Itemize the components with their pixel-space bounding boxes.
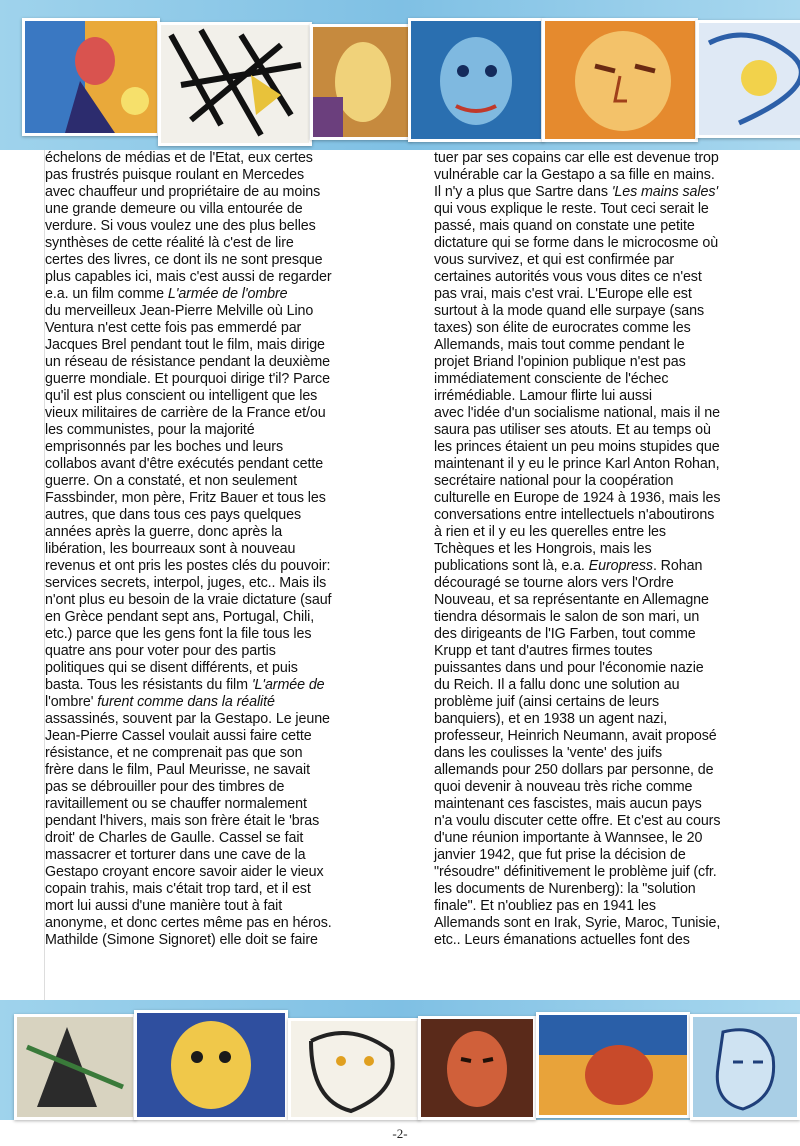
text-line: Mathilde (Simone Signoret) elle doit se faire: [45, 932, 318, 948]
text-line: certes des livres, ce dont ils ne sont presque: [45, 252, 323, 268]
text-line: taxes) son élite de eurocrates comme les: [434, 320, 691, 336]
text-line: les communistes, pour la majorité: [45, 422, 255, 438]
text-line: Ventura n'est cette fois pas emmerdé par: [45, 320, 302, 336]
text-line: du merveilleux Jean-Pierre Melville où Lino: [45, 303, 314, 319]
text-line: résistance, et ne comprenait pas que son: [45, 745, 303, 761]
text-line: etc.. Leurs émanations actuelles font des: [434, 932, 690, 948]
painting-red-face: [418, 1016, 536, 1120]
text-line: avec l'idée d'un socialisme national, mais il ne: [434, 405, 720, 421]
text-line: quoi devenir à nouveau très riche comme: [434, 779, 693, 795]
text-line: découragé se tourne alors vers l'Ordre: [434, 575, 674, 591]
text-line: vous survivez, et qui est confirmée par: [434, 252, 675, 268]
painting-blonde-face: [310, 24, 412, 140]
text-line: dans les coulisses la 'vente' des juifs: [434, 745, 663, 761]
text-line: Allemands sont en Irak, Syrie, Maroc, Tunisie,: [434, 915, 721, 931]
column-left-text: [45, 150, 396, 949]
painting-line-portrait: [690, 1014, 800, 1120]
text-line: n'a voulu discuter cette offre. Et c'est au cours: [434, 813, 721, 829]
text-line: Jean-Pierre Cassel voulait aussi faire cette: [45, 728, 312, 744]
text-line: années après la guerre, donc après la: [45, 524, 283, 540]
bottom-painting-strip: [0, 1000, 800, 1120]
painting-figure-yellow: [22, 18, 160, 136]
text-line: frère dans le film, Paul Meurisse, ne savait: [45, 762, 310, 778]
text-line: à rien et il y eu les querelles entre les: [434, 524, 666, 540]
text-line: qui vous explique le reste. Tout ceci serait le: [434, 201, 709, 217]
text-line: etc.) parce que les gens font la file tous les: [45, 626, 312, 642]
text-line: Tchèques et les Hongrois, mais les: [434, 541, 652, 557]
text-line: synthèses de cette réalité là c'est de lire: [45, 235, 294, 251]
text-line: irrémédiable. Lamour flirte lui aussi: [434, 388, 652, 404]
italic-title: Europress: [588, 558, 653, 574]
text-line: Allemands, mais tout comme pendant le: [434, 337, 685, 353]
text-line: dictature qui se forme dans le microcosme où: [434, 235, 719, 251]
italic-title: furent comme dans la réalité: [93, 694, 275, 710]
painting-blue-abstract: [696, 20, 800, 138]
text-line: verdure. Si vous voulez une des plus belles: [45, 218, 316, 234]
text-line: n'ont plus eu besoin de la vraie dictature (sauf: [45, 592, 332, 608]
text-line: maintenant il y eu le prince Karl Anton Rohan,: [434, 456, 720, 472]
text-line: en Grèce pendant sept ans, Portugal, Chili,: [45, 609, 315, 625]
text-line: passé, mais quand on constate une petite: [434, 218, 695, 234]
text-line: des dirigeants de l'IG Farben, tout comme: [434, 626, 696, 642]
text-line: emprisonnés par les boches und leurs: [45, 439, 283, 455]
text-line: certaines autorités vous vous dites ce n'est: [434, 269, 702, 285]
text-line: guerre. On a constaté, et non seulement: [45, 473, 298, 489]
text-line: du Reich. Il a fallu donc une solution au: [434, 677, 680, 693]
text-line: finale". Et n'oubliez pas en 1941 les: [434, 898, 656, 914]
text-line: ravitaillement ou se chauffer normalement: [45, 796, 307, 812]
text-line: copain trahis, mais c'était trop tard, et il est: [45, 881, 311, 897]
text-line: pas se débrouiller pour des timbres de: [45, 779, 285, 795]
article-column-right: [434, 150, 786, 1000]
italic-title: 'L'armée de: [251, 677, 325, 693]
text-line: d'une réunion importante à Wannsee, le 20: [434, 830, 703, 846]
text-line: "résoudre" définitivement le problème juif (cfr.: [434, 864, 717, 880]
top-painting-strip: [0, 0, 800, 150]
text-line: culturelle en Europe de 1924 à 1936, mais les: [434, 490, 721, 506]
text-line: saura pas utiliser ses atouts. Et au temps où: [434, 422, 711, 438]
text-line: conversations entre intellectuels n'aboutirons: [434, 507, 715, 523]
text-line: maintenant ces fascistes, mais aucun pays: [434, 796, 702, 812]
text-line: services secrets, interpol, juges, etc.. Mais ils: [45, 575, 327, 591]
text-line: massacrer et torturer dans une cave de la: [45, 847, 306, 863]
text-line: publications sont là, e.a. Europress. Rohan: [434, 558, 703, 574]
article-column-left: [44, 150, 396, 1000]
text-line: les princes étaient un peu moins stupides que: [434, 439, 720, 455]
text-line: les documents de Nurenberg): la "solution: [434, 881, 696, 897]
text-line: libération, les bourreaux sont à nouveau: [45, 541, 296, 557]
painting-abstract-face: [158, 22, 312, 146]
text-line: tuer par ses copains car elle est devenue trop: [434, 150, 719, 166]
italic-title: L'armée de l'ombre: [167, 286, 288, 302]
text-line: immédiatement consciente de l'échec: [434, 371, 669, 387]
text-line: projet Briand l'opinion publique n'est pas: [434, 354, 686, 370]
text-line: janvier 1942, que fut prise la décision de: [434, 847, 686, 863]
text-line: quatre ans pour voter pour des partis: [45, 643, 276, 659]
italic-title: 'Les mains sales': [611, 184, 719, 200]
text-line: secrétaire national pour la coopération: [434, 473, 674, 489]
text-line: l'ombre' furent comme dans la réalité: [45, 694, 275, 710]
text-line: autres, que dans tous ces pays quelques: [45, 507, 301, 523]
text-line: Il n'y a plus que Sartre dans 'Les mains sales': [434, 184, 719, 200]
text-line: échelons de médias et de l'Etat, eux certes: [45, 150, 313, 166]
text-line: pas frustrés puisque roulant en Mercedes: [45, 167, 305, 183]
text-line: collabos avant d'être exécutés pendant cette: [45, 456, 324, 472]
text-line: anonyme, et donc certes même pas en héros.: [45, 915, 332, 931]
text-line: droit' de Charles de Gaulle. Cassel se fait: [45, 830, 304, 846]
text-line: surtout à la mode quand elle surpaye (sans: [434, 303, 704, 319]
text-line: basta. Tous les résistants du film 'L'armée de: [45, 677, 325, 693]
text-line: pendant l'hivers, mais son frère était le 'bras: [45, 813, 320, 829]
text-line: puissantes dans und pour l'économie nazie: [434, 660, 704, 676]
text-line: Gestapo croyant encore savoir aider le vieux: [45, 864, 324, 880]
column-right-text: [434, 150, 786, 949]
text-line: pas vrai, mais c'est vrai. L'Europe elle est: [434, 286, 692, 302]
painting-blue-orange: [536, 1012, 690, 1118]
text-line: mort lui aussi d'une manière tout à fait: [45, 898, 283, 914]
painting-yellow-face: [134, 1010, 288, 1120]
painting-dark-figure: [14, 1014, 136, 1120]
text-line: une grande demeure ou villa entourée de: [45, 201, 303, 217]
text-line: Nouveau, et sa représentante en Allemagne: [434, 592, 709, 608]
painting-blue-face: [408, 18, 544, 142]
text-line: revenus et ont pris les postes clés du pouvoir:: [45, 558, 331, 574]
text-line: e.a. un film comme L'armée de l'ombre: [45, 286, 288, 302]
text-line: allemands pour 250 dollars par personne, de: [434, 762, 714, 778]
text-line: Krupp et tant d'autres firmes toutes: [434, 643, 653, 659]
text-line: qu'il est plus conscient ou intelligent que les: [45, 388, 318, 404]
text-line: guerre mondiale. Et pourquoi dirige t'il? Parce: [45, 371, 330, 387]
text-line: Fassbinder, mon père, Fritz Bauer et tous les: [45, 490, 326, 506]
painting-orange-face: [542, 18, 698, 142]
text-line: assassinés, souvent par la Gestapo. Le jeune: [45, 711, 330, 727]
text-line: vieux militaires de carrière de la France et/ou: [45, 405, 326, 421]
text-line: vulnérable car la Gestapo a sa fille en mains.: [434, 167, 715, 183]
painting-sketch-face: [288, 1018, 420, 1120]
text-line: avec chauffeur und propriétaire de au moins: [45, 184, 321, 200]
text-line: professeur, Heinrich Neumann, avait proposé: [434, 728, 717, 744]
text-line: un réseau de résistance pendant la deuxième: [45, 354, 331, 370]
text-line: politiques qui se disent différents, et puis: [45, 660, 298, 676]
page-number: -2-: [392, 1126, 408, 1141]
text-line: problème juif (ainsi certains de leurs: [434, 694, 660, 710]
text-line: banquiers), et en 1938 un agent nazi,: [434, 711, 668, 727]
text-line: plus capables ici, mais c'est aussi de regarder: [45, 269, 332, 285]
text-line: Jacques Brel pendant tout le film, mais dirige: [45, 337, 325, 353]
text-line: tiendra désormais le salon de son mari, un: [434, 609, 700, 625]
